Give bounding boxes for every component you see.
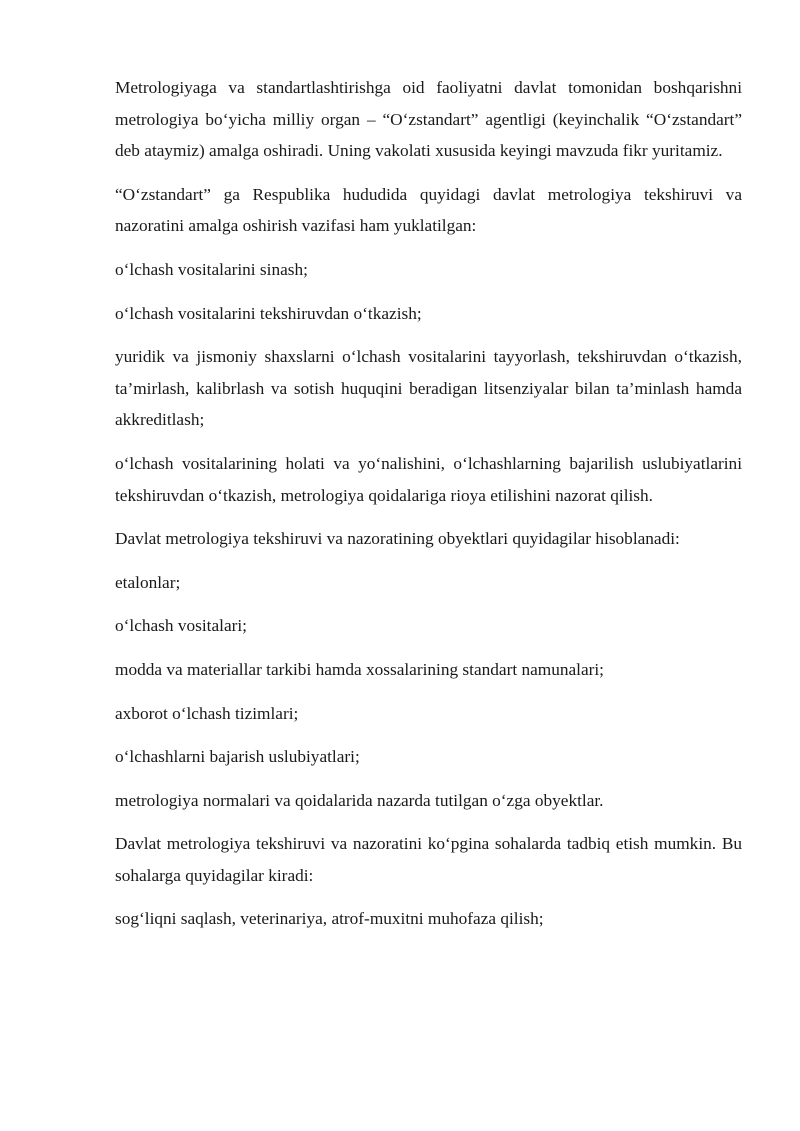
list-item: o‘lchash vositalarining holati va yo‘nalishini, o‘lchashlarning bajarilish uslubiyatlarini tekshiruvdan o‘tkazish, metrologiya qoidalariga rioya etilishini nazorat qilish. [115, 453, 742, 505]
list-item: metrologiya normalari va qoidalarida nazarda tutilgan o‘zga obyektlar. [115, 790, 604, 810]
list-item: o‘lchashlarni bajarish uslubiyatlari; [115, 747, 360, 767]
list-item: o‘lchash vositalari; [115, 616, 247, 636]
paragraph: Davlat metrologiya tekshiruvi va nazoratini ko‘pgina sohalarda tadbiq etish mumkin. Bu sohalarga quyidagilar kiradi: [115, 834, 742, 885]
list-item: sog‘liqni saqlash, veterinariya, atrof-muxitni muhofaza qilish; [115, 909, 544, 929]
list-item: axborot o‘lchash tizimlari; [115, 703, 299, 723]
list-item: yuridik va jismoniy shaxslarni o‘lchash vositalarini tayyorlash, tekshiruvdan o‘tkazish, ta’mirlash, kalibrlash va sotish huquqini beradigan litsenziyalar bilan ta’minlash hamda akkreditlash; [115, 347, 742, 430]
list-item: etalonlar; [115, 572, 181, 592]
document-page [115, 72, 742, 947]
list-item: o‘lchash vositalarini tekshiruvdan o‘tkazish; [115, 303, 422, 323]
paragraph: Metrologiyaga va standartlashtirishga oid faoliyatni davlat tomonidan boshqarishni metrologiya bo‘yicha milliy organ – “O‘zstandart” agentligi (keyinchalik “O‘zstandart” deb ataymiz) amalga oshiradi. Uning vakolati xususida keyingi mavzuda fikr yuritamiz. [115, 78, 742, 161]
paragraph: Davlat metrologiya tekshiruvi va nazoratining obyektlari quyidagilar hisoblanadi: [115, 529, 680, 549]
paragraph: “O‘zstandart” ga Respublika hududida quyidagi davlat metrologiya tekshiruvi va nazoratini amalga oshirish vazifasi ham yuklatilgan: [115, 184, 742, 236]
list-item: modda va materiallar tarkibi hamda xossalarining standart namunalari; [115, 659, 604, 679]
list-item: o‘lchash vositalarini sinash; [115, 259, 308, 279]
